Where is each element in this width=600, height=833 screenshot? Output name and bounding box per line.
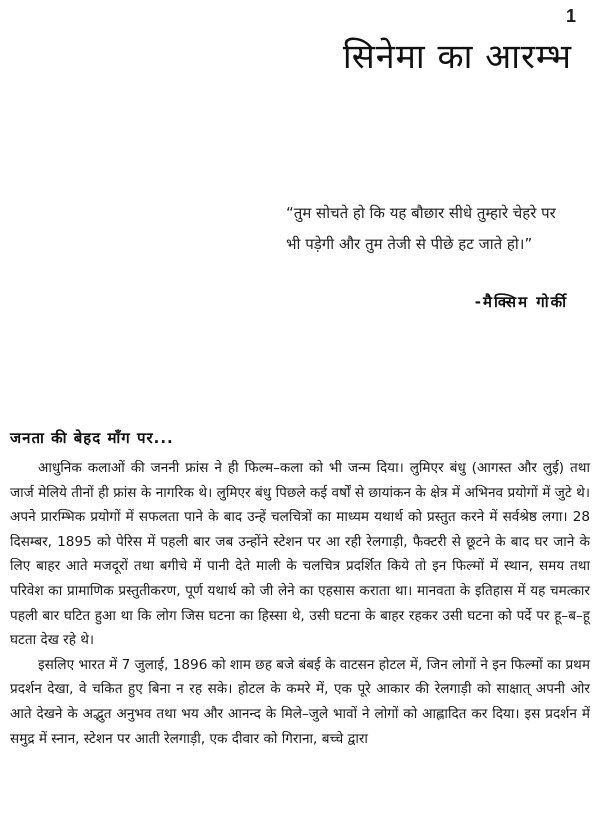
body-text: [10, 456, 590, 751]
epigraph-quote: “तुम सोचते हो कि यह बौछार सीधे तुम्हारे चेहरे पर भी पड़ेगी और तुम तेजी से पीछे हट जाते हो।”: [286, 204, 556, 253]
paragraph: इसलिए भारत में 7 जुलाई, 1896 को शाम छह बजे बंबई के वाटसन होटल में, जिन लोगों ने इन फिल्मों का प्रथम प्रदर्शन देखा, वे चकित हुए बिना न रह सके। होटल के कमरे में, एक पूरे आकार की रेलगाड़ी को साक्षात् अपनी ओर आते देखने के अद्भुत अनुभव तथा भय और आनन्द के मिले–जुले भावों ने लोगों को आह्लादित कर दिया। इस प्रदर्शन में समुद्र में स्नान, स्टेशन पर आती रेलगाड़ी, एक दीवार को गिराना, बच्चे द्वारा: [10, 656, 590, 747]
paragraph: आधुनिक कलाओं की जननी फ्रांस ने ही फिल्म–कला को भी जन्म दिया। लुमिएर बंधु (आगस्त और लुई) तथा जार्ज मेलिये तीनों ही फ्रांस के नागरिक थे। लुमिएर बंधु पिछले कई वर्षों से छायांकन के क्षेत्र में अभिनव प्रयोगों में जुटे थे। अपने प्रारम्भिक प्रयोगों में सफलता पाने के बाद उन्हें चलचित्रों का माध्यम यथार्थ को प्रस्तुत करने में सर्वश्रेष्ठ लगा। 28 दिसम्बर, 1895 को पेरिस में पहली बार जब उन्होंने स्टेशन पर आ रही रेलगाड़ी, फैक्टरी से छूटने के बाद घर जाने के लिए बाहर आते मजदूरों तथा बगीचे में पानी देते माली के चलचित्र प्रदर्शित किये तो इन फिल्मों में स्थान, समय तथा परिवेश का प्रामाणिक प्रस्तुतीकरण, पूर्ण यथार्थ को जी लेने का एहसास कराता था। मानवता के इतिहास में यह चमत्कार पहली बार घटित हुआ था कि लोग जिस घटना का हिस्सा थे, उसी घटना के बाहर रहकर उसी घटना को पर्दे पर हू–ब–हू घटता देख रहे थे।: [10, 460, 590, 649]
section-heading: जनता की बेहद माँग पर...: [10, 429, 174, 447]
epigraph-author: -मैक्सिम गोर्की: [474, 293, 568, 311]
chapter-title: सिनेमा का आरम्भ: [342, 37, 572, 77]
chapter-number: 1: [565, 6, 576, 26]
